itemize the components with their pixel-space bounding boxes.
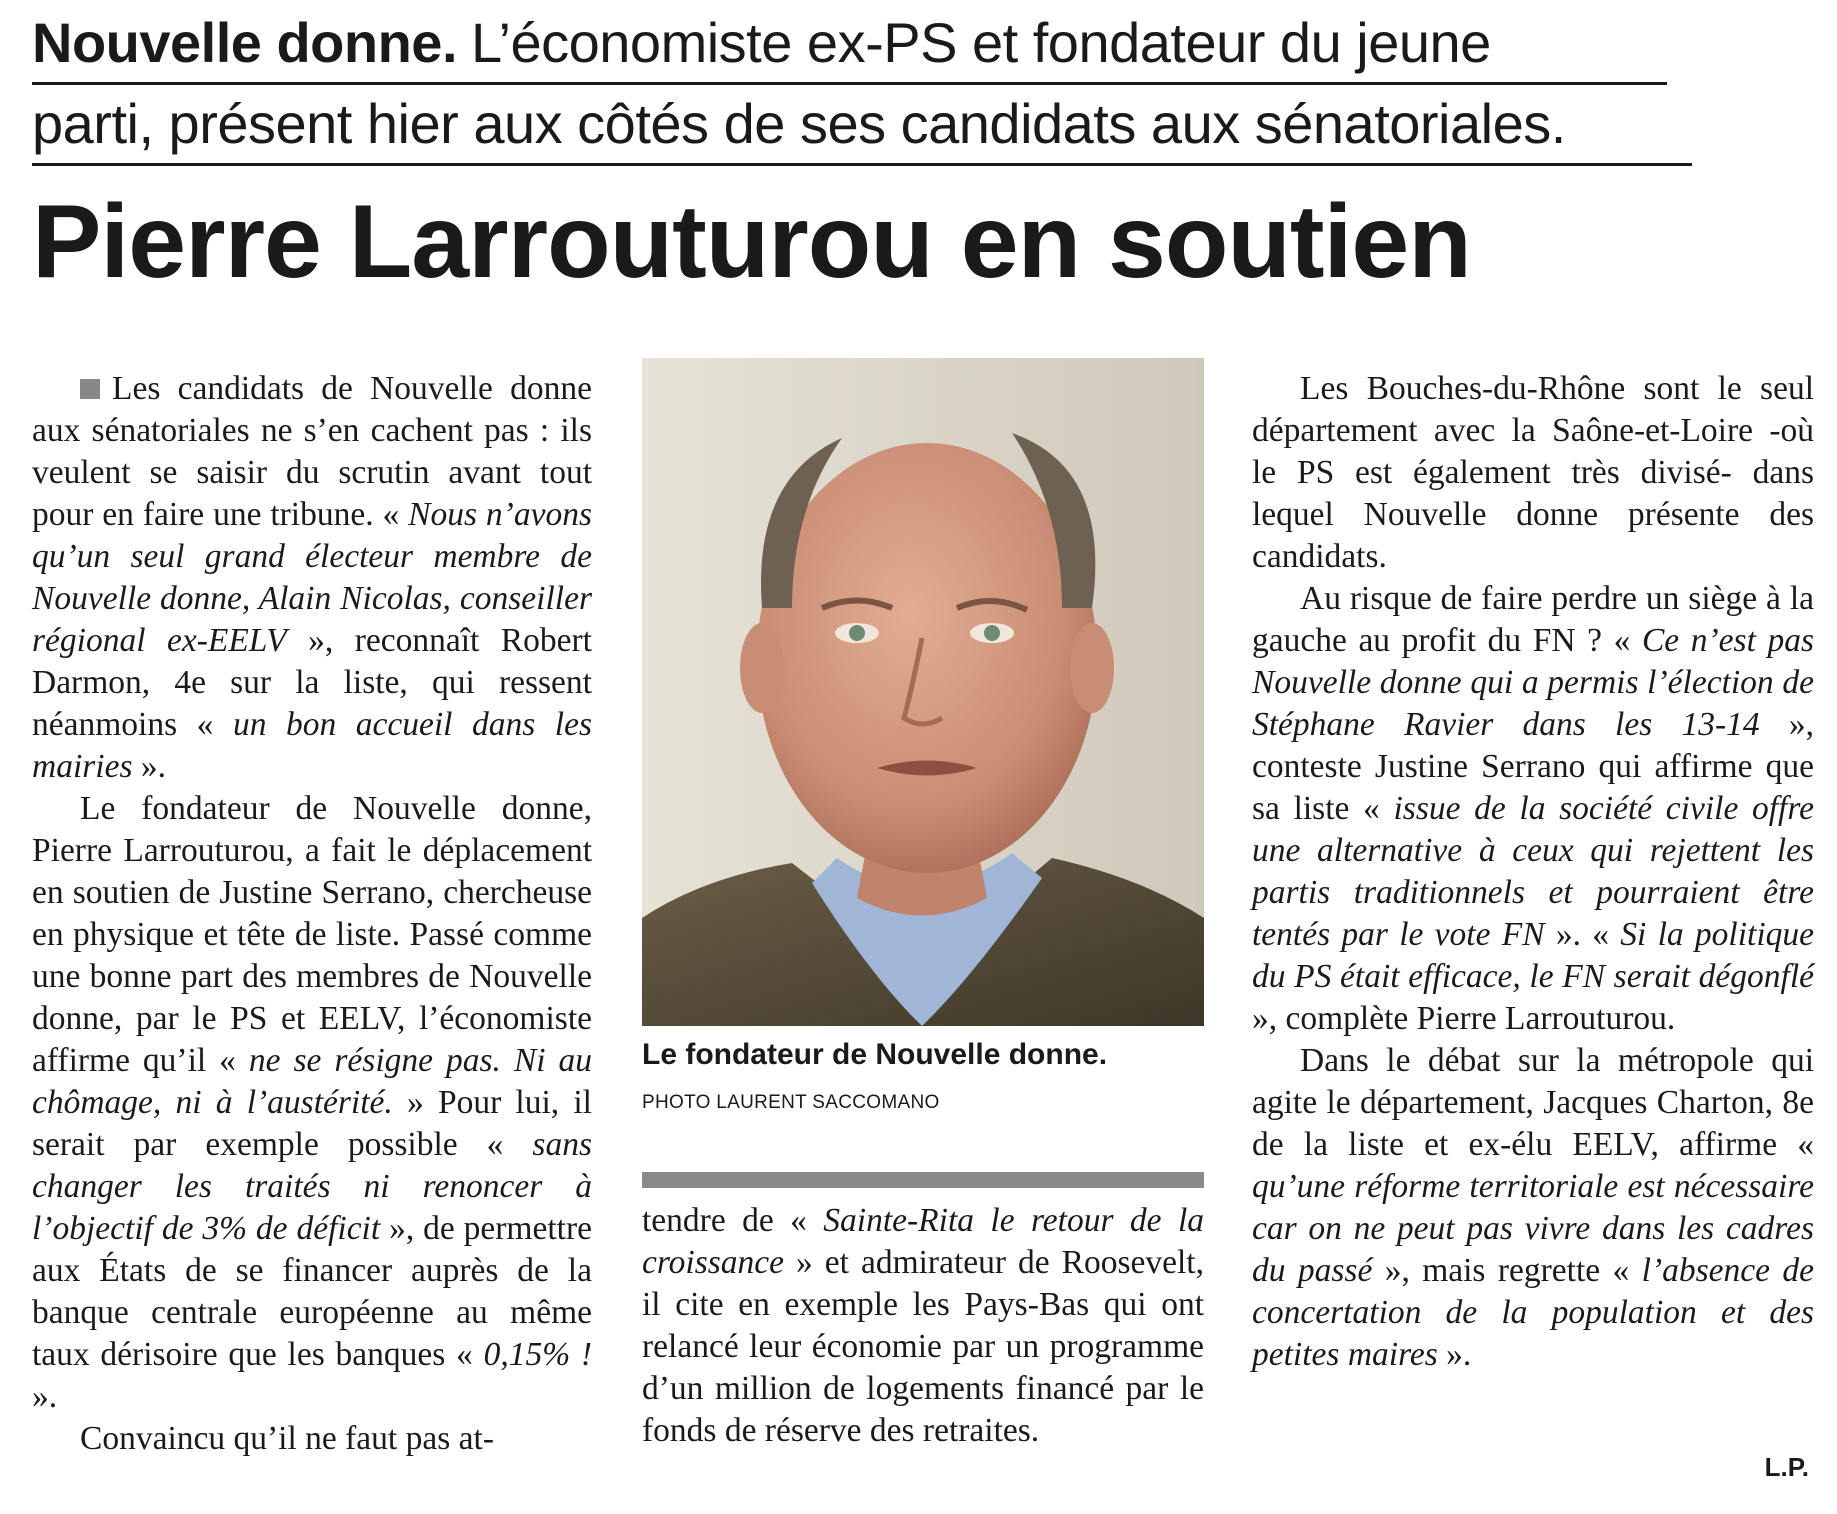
text-run: », conteste Justine Serrano qui affirme que sa liste « bbox=[1252, 706, 1815, 827]
paragraph-founder bbox=[32, 788, 592, 1418]
quote-run: 0,15% ! bbox=[483, 1336, 593, 1373]
text-run: tendre de « bbox=[642, 1202, 824, 1239]
text-run: », mais regrette « bbox=[1372, 1252, 1642, 1289]
article-column-right bbox=[1252, 368, 1814, 1376]
bullet-square-icon bbox=[80, 379, 100, 399]
text-run: Le fondateur de Nouvelle donne, Pierre Larrouturou, a fait le déplacement en soutien de Justine Serrano, chercheuse en physique et tête de liste. Passé comme une bonne part des membres de Nouvelle donne, par le PS et EELV, l’économiste affirme qu’il « bbox=[32, 790, 592, 1079]
text-run: ». bbox=[1437, 1336, 1472, 1373]
paragraph-departement: Les Bouches-du-Rhône sont le seul département avec la Saône-et-Loire -où le PS est également très divisé- dans lequel Nouvelle donne présente des candidats. bbox=[1252, 370, 1814, 575]
quote-run: ne se résigne pas. Ni au chômage, ni à l’austérité. bbox=[32, 1042, 592, 1121]
article-column-middle bbox=[642, 1200, 1204, 1452]
quote-run: l’absence de concertation de la population et des petites maires bbox=[1252, 1252, 1814, 1373]
kicker-label: Nouvelle donne. bbox=[32, 11, 457, 74]
paragraph-fn-risk bbox=[1252, 578, 1814, 1040]
text-run: ». bbox=[32, 1378, 58, 1415]
quote-run: Si la politique du PS était efficace, le FN serait dégonflé bbox=[1252, 916, 1814, 995]
kicker-line-2: parti, présent hier aux côtés de ses candidats aux sénatoriales. bbox=[32, 85, 1692, 166]
article-column-left bbox=[32, 368, 592, 1460]
paragraph-intro bbox=[32, 368, 592, 788]
text-run: » Pour lui, il serait par exemple possible « bbox=[32, 1084, 592, 1163]
text-run: Au risque de faire perdre un siège à la gauche au profit du FN ? « bbox=[1252, 580, 1814, 659]
paragraph-convaincu: Convaincu qu’il ne faut pas at- bbox=[80, 1420, 494, 1457]
quote-run: qu’une réforme territoriale est nécessaire car on ne peut pas vivre dans les cadres du passé bbox=[1252, 1168, 1814, 1289]
paragraph-metropole bbox=[1252, 1040, 1814, 1376]
text-run: », complète Pierre Larrouturou. bbox=[1252, 1000, 1676, 1037]
text-run: Les candidats de Nouvelle donne aux sénatoriales ne s’en cachent pas : ils veulent se saisir du scrutin avant tout pour en faire une tribune. « bbox=[32, 370, 592, 533]
headline: Pierre Larrouturou en soutien bbox=[32, 184, 1471, 300]
quote-run: sans changer les traités ni renoncer à l’objectif de 3% de déficit bbox=[32, 1126, 592, 1247]
text-run: ». « bbox=[1544, 916, 1621, 953]
text-run: » et admirateur de Roosevelt, il cite en exemple les Pays-Bas qui ont relancé leur économie par un programme d’un million de logements financé par le fonds de réserve des retraites. bbox=[642, 1244, 1204, 1449]
text-run: ». bbox=[132, 748, 166, 785]
kicker-line-1 bbox=[32, 4, 1667, 85]
quote-run: un bon accueil dans les mairies bbox=[32, 706, 592, 785]
quote-run: Ce n’est pas Nouvelle donne qui a permis l’élection de Stéphane Ravier dans les 13-14 bbox=[1252, 622, 1814, 743]
text-run: », de permettre aux États de se financer auprès de la banque centrale européenne au même taux dérisoire que les banques « bbox=[32, 1210, 592, 1373]
quote-run: issue de la société civile offre une alternative à ceux qui rejettent les partis traditionnels et pourraient être tentés par le vote FN bbox=[1252, 790, 1815, 953]
quote-run: Nous n’avons qu’un seul grand électeur membre de Nouvelle donne, Alain Nicolas, conseiller régional ex-EELV bbox=[32, 496, 592, 659]
kicker bbox=[32, 4, 1692, 166]
quote-run: Sainte-Rita le retour de la croissance bbox=[642, 1202, 1204, 1281]
photo-caption: Le fondateur de Nouvelle donne. bbox=[642, 1038, 1108, 1071]
author-signature: L.P. bbox=[1764, 1452, 1809, 1482]
kicker-text-1: L’économiste ex-PS et fondateur du jeune bbox=[471, 11, 1491, 74]
photo-credit: PHOTO LAURENT SACCOMANO bbox=[642, 1092, 940, 1113]
paragraph-continuation bbox=[642, 1200, 1204, 1452]
portrait-illustration bbox=[642, 358, 1204, 1026]
portrait-photo bbox=[642, 358, 1204, 1026]
column-divider bbox=[642, 1172, 1204, 1188]
text-run: Dans le débat sur la métropole qui agite le département, Jacques Charton, 8e de la liste et ex-élu EELV, affirme « bbox=[1252, 1042, 1814, 1163]
text-run: », reconnaît Robert Darmon, 4e sur la liste, qui ressent néanmoins « bbox=[32, 622, 592, 743]
